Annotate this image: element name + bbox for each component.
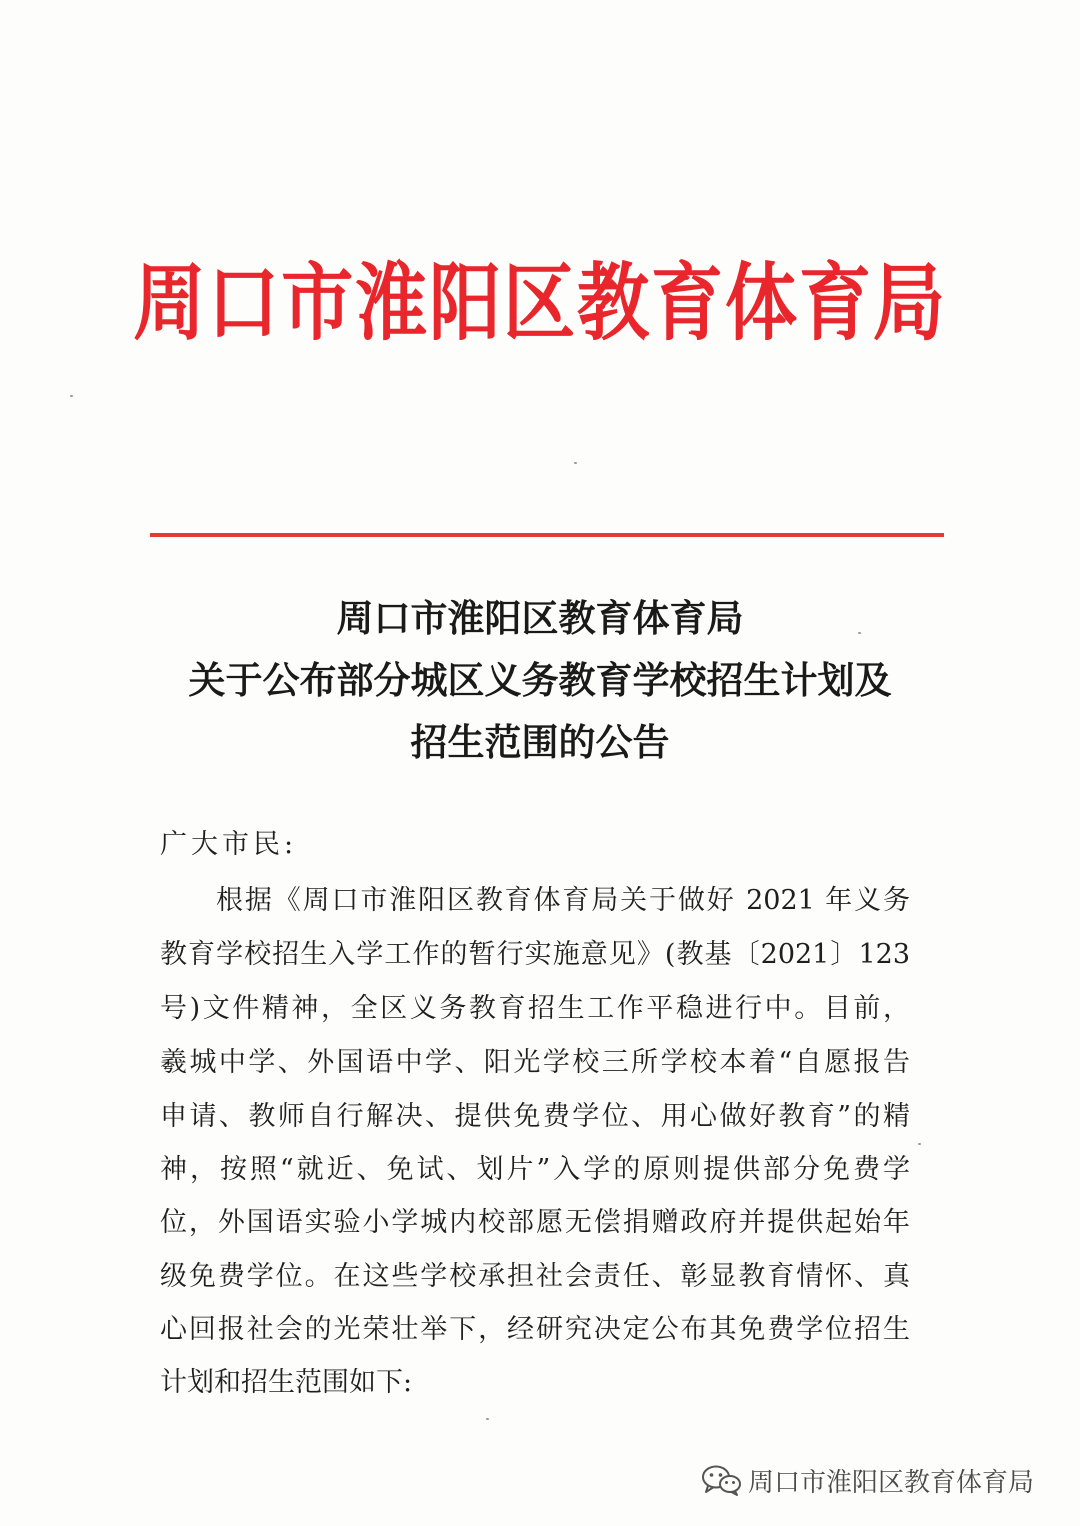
body-line: 根据《周口市淮阳区教育体育局关于做好 2021 年义务 [216, 885, 910, 916]
body-line: 教育学校招生入学工作的暂行实施意见》(教基〔2021〕123 [160, 939, 910, 970]
scan-speck [918, 1143, 921, 1145]
watermark [700, 1458, 1034, 1502]
body-line: 号)文件精神，全区义务教育招生工作平稳进行中。目前， [160, 993, 910, 1024]
doc-title-line-3: 招生范围的公告 [410, 720, 670, 764]
body-line: 计划和招生范围如下: [160, 1367, 413, 1398]
body-line: 神，按照“就近、免试、划片”入学的原则提供部分免费学 [160, 1154, 910, 1185]
watermark-text: 周口市淮阳区教育体育局 [748, 1467, 1035, 1498]
body-line: 羲城中学、外国语中学、阳光学校三所学校本着“自愿报告 [160, 1047, 910, 1078]
doc-title-line-1: 周口市淮阳区教育体育局 [336, 596, 744, 640]
body-line: 申请、教师自行解决、提供免费学位、用心做好教育”的精 [160, 1101, 910, 1132]
red-divider-rule [150, 533, 944, 537]
org-header: 周口市淮阳区教育体育局 [133, 253, 947, 352]
scan-speck [858, 632, 861, 634]
scan-speck [70, 395, 73, 397]
doc-title-line-2: 关于公布部分城区义务教育学校招生计划及 [188, 658, 892, 702]
scan-speck [486, 1418, 489, 1420]
scan-speck [574, 462, 577, 464]
body-line: 级免费学位。在这些学校承担社会责任、彰显教育情怀、真 [160, 1261, 910, 1292]
wechat-icon [700, 1463, 742, 1497]
salutation: 广大市民: [160, 829, 298, 860]
body-line: 心回报社会的光荣壮举下，经研究决定公布其免费学位招生 [160, 1314, 910, 1345]
body-line: 位，外国语实验小学城内校部愿无偿捐赠政府并提供起始年 [160, 1207, 910, 1238]
